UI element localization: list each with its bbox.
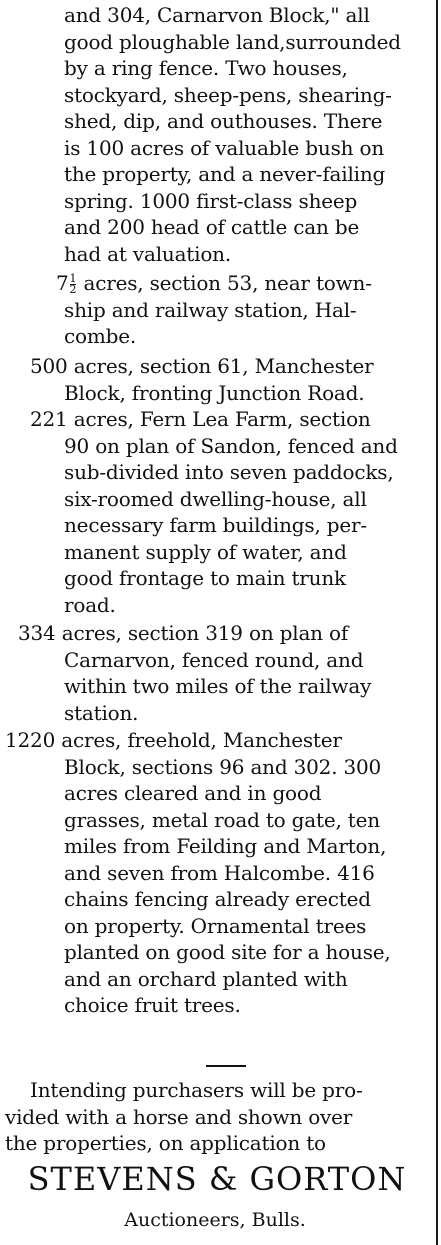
listing-line: and 200 head of cattle can be xyxy=(64,215,360,239)
listing-line: Carnarvon, fenced round, and xyxy=(64,647,364,672)
listing-line: on property. Ornamental trees xyxy=(64,913,367,938)
listing-line: is 100 acres of valuable bush on xyxy=(64,135,385,160)
listing-line: the property, and a never-failing xyxy=(64,162,386,186)
listing-section-319 xyxy=(0,620,432,726)
listing-line: 90 on plan of Sandon, fenced and xyxy=(64,433,398,458)
listing-line: good ploughable land,surrounded xyxy=(64,29,401,54)
listing-line: Block, sections 96 and 302. 300 xyxy=(64,754,382,779)
listing-line xyxy=(0,270,432,297)
listing-first-line-rest: acres, section 53, near town- xyxy=(77,271,372,295)
listing-line: 334 acres, section 319 on plan of xyxy=(18,621,349,645)
area-whole: 7 xyxy=(56,271,69,295)
listing-line: and seven from Halcombe. 416 xyxy=(64,860,375,885)
listing-line: stockyard, sheep-pens, shearing- xyxy=(64,82,392,107)
listing-1220-acres xyxy=(0,727,432,1019)
listing-line: 221 acres, Fern Lea Farm, section xyxy=(30,407,371,431)
listing-line: grasses, metal road to gate, ten xyxy=(64,807,380,832)
closing-line: the properties, on application to xyxy=(5,1131,326,1155)
firm-name: STEVENS & GORTON xyxy=(27,1160,407,1198)
listing-carnarvon-block xyxy=(0,2,432,267)
listing-line: within two miles of the railway xyxy=(64,674,372,698)
listing-line: necessary farm buildings, per- xyxy=(64,513,367,537)
section-divider xyxy=(206,1065,246,1067)
listing-line: good frontage to main trunk xyxy=(64,566,346,590)
listing-line: had at valuation. xyxy=(64,241,232,266)
listing-line: chains fencing already erected xyxy=(64,887,371,911)
listing-line: six-roomed dwelling-house, all xyxy=(64,486,367,511)
listing-fern-lea-farm xyxy=(0,406,432,618)
listing-line: choice fruit trees. xyxy=(64,993,241,1017)
listing-line: 500 acres, section 61, Manchester xyxy=(30,354,374,378)
listing-section-53 xyxy=(0,270,432,350)
closing-line: vided with a horse and shown over xyxy=(5,1104,353,1129)
listing-line: by a ring fence. Two houses, xyxy=(64,56,348,80)
listing-section-61 xyxy=(0,353,432,406)
closing-paragraph xyxy=(0,1077,432,1157)
area-fraction: $\frac{1}{2}$ xyxy=(69,272,77,296)
closing-line: Intending purchasers will be pro- xyxy=(30,1078,363,1102)
firm-trade: Auctioneers, Bulls. xyxy=(124,1209,306,1231)
listing-line: shed, dip, and outhouses. There xyxy=(64,109,383,133)
listing-line: Block, fronting Junction Road. xyxy=(64,380,365,405)
listing-line: planted on good site for a house, xyxy=(64,940,391,964)
listing-line: sub-divided into seven paddocks, xyxy=(64,460,394,484)
listing-line: station. xyxy=(64,700,139,725)
listing-line: 1220 acres, freehold, Manchester xyxy=(5,728,342,752)
listing-line: manent supply of water, and xyxy=(64,539,347,564)
listing-line: and an orchard planted with xyxy=(64,966,348,991)
listing-line: and 304, Carnarvon Block," all xyxy=(64,3,370,27)
listing-line: spring. 1000 first-class sheep xyxy=(64,188,358,213)
listing-line: acres cleared and in good xyxy=(64,781,322,805)
listing-line: road. xyxy=(64,592,116,617)
column-rule xyxy=(436,0,438,1245)
listing-line: combe. xyxy=(64,324,137,348)
listing-line: miles from Feilding and Marton, xyxy=(64,834,387,858)
listing-line: ship and railway station, Hal- xyxy=(64,297,357,322)
